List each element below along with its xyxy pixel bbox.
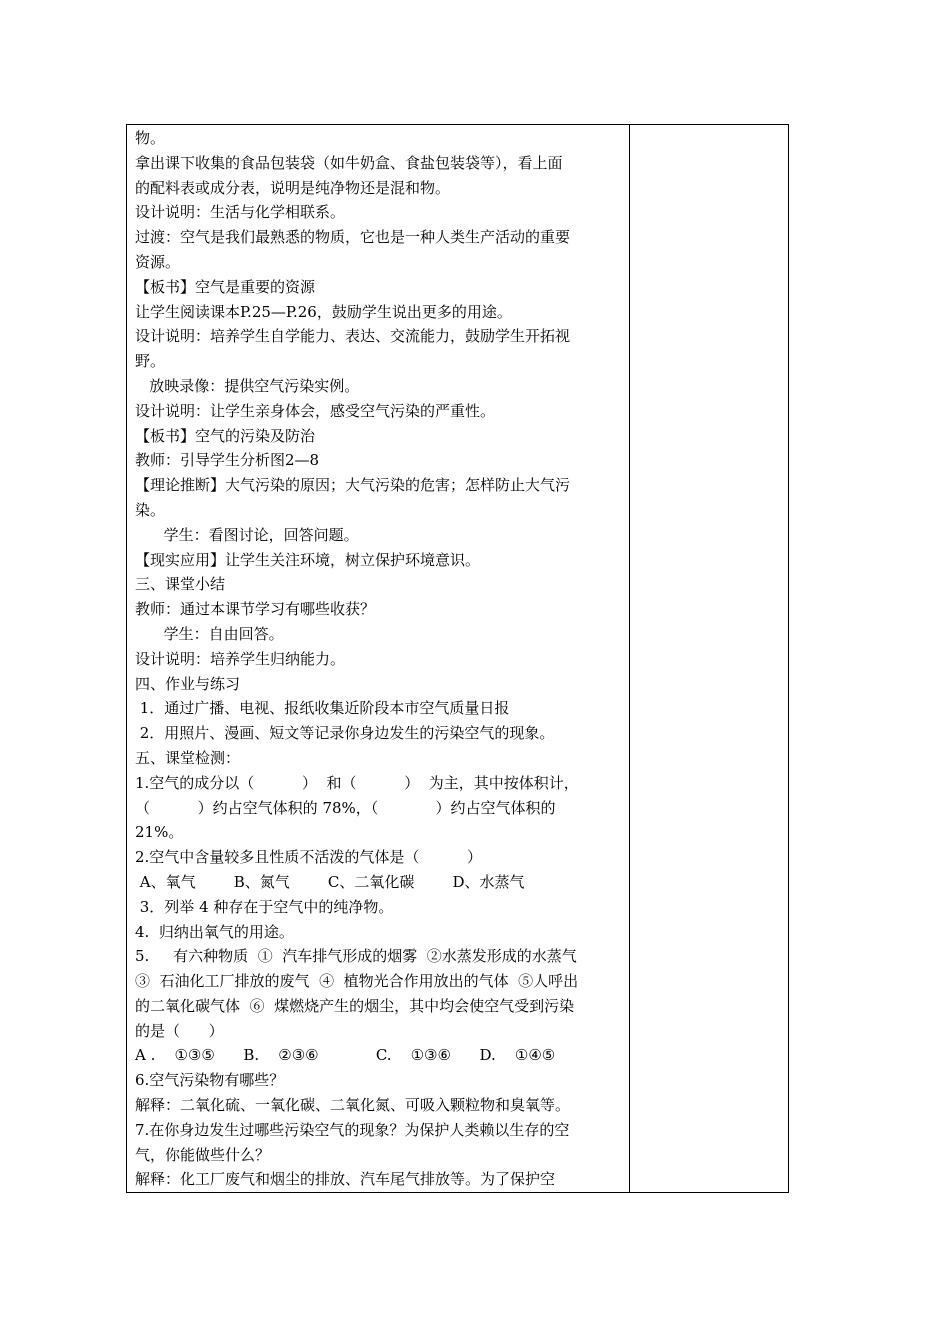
text-line: 教师：通过本课节学习有哪些收获？ bbox=[135, 600, 376, 619]
text-line: 四、作业与练习 bbox=[135, 674, 241, 693]
text-line: 让学生阅读课本P.25—P.26，鼓励学生说出更多的用途。 bbox=[135, 302, 512, 321]
text-line: 染。 bbox=[135, 500, 166, 519]
text-line: 解释：化工厂废气和烟尘的排放、汽车尾气排放等。为了保护空 bbox=[135, 1170, 556, 1189]
text-line: 五、课堂检测： bbox=[135, 748, 241, 767]
text-line: 【板书】空气的污染及防治 bbox=[135, 426, 316, 445]
text-line: 4. 归纳出氧气的用途。 bbox=[135, 922, 294, 941]
text-line: 设计说明：让学生亲身体会，感受空气污染的严重性。 bbox=[135, 401, 496, 420]
text-line: 拿出课下收集的食品包装袋（如牛奶盒、食盐包装袋等），看上面 bbox=[135, 153, 563, 172]
text-line: 【理论推断】大气污染的原因；大气污染的危害；怎样防止大气污 bbox=[135, 476, 571, 495]
text-line: 的是（ ） bbox=[135, 1021, 224, 1040]
text-line: 的二氧化碳气体 ⑥ 煤燃烧产生的烟尘，其中均会使空气受到污染 bbox=[135, 996, 575, 1015]
text-line: 野。 bbox=[135, 352, 166, 371]
text-line: 资源。 bbox=[135, 252, 181, 271]
text-line: 教师：引导学生分析图2—8 bbox=[135, 451, 320, 470]
text-line: ③ 石油化工厂排放的废气 ④ 植物光合作用放出的气体 ⑤人呼出 bbox=[135, 972, 579, 991]
text-line: 过渡：空气是我们最熟悉的物质，它也是一种人类生产活动的重要 bbox=[135, 228, 571, 247]
text-line: 解释：二氧化硫、一氧化碳、二氧化氮、可吸入颗粒物和臭氧等。 bbox=[135, 1096, 571, 1115]
text-line: 三、课堂小结 bbox=[135, 575, 226, 594]
text-line: 7.在你身边发生过哪些污染空气的现象？为保护人类赖以生存的空 bbox=[135, 1120, 570, 1139]
text-line: 2.空气中含量较多且性质不活泼的气体是（ ） bbox=[135, 848, 482, 867]
text-line: 2．用照片、漫画、短文等记录你身边发生的污染空气的现象。 bbox=[135, 724, 555, 743]
lesson-table bbox=[126, 124, 789, 1193]
text-line: 学生：看图讨论，回答问题。 bbox=[135, 525, 359, 544]
text-line: 21%。 bbox=[135, 823, 184, 842]
text-line: 设计说明：培养学生归纳能力。 bbox=[135, 649, 346, 668]
text-line: 设计说明：生活与化学相联系。 bbox=[135, 203, 346, 222]
text-line: 学生：自由回答。 bbox=[135, 624, 284, 643]
text-line: 物。 bbox=[135, 129, 166, 147]
text-line: 的配料表或成分表，说明是纯净物还是混和物。 bbox=[135, 178, 451, 197]
text-line: 设计说明：培养学生自学能力、表达、交流能力，鼓励学生开拓视 bbox=[135, 327, 571, 346]
text-line: 6.空气污染物有哪些？ bbox=[135, 1071, 285, 1090]
column-divider bbox=[629, 125, 630, 1192]
text-line: （ ）约占空气体积的 78%，（ ）约占空气体积的 bbox=[135, 798, 556, 817]
text-line: 气，你能做些什么？ bbox=[135, 1145, 271, 1164]
text-line: 1．通过广播、电视、报纸收集近阶段本市空气质量日报 bbox=[135, 699, 510, 718]
text-line: 3．列举 4 种存在于空气中的纯净物。 bbox=[135, 897, 394, 916]
text-line: 【现实应用】让学生关注环境，树立保护环境意识。 bbox=[135, 550, 481, 569]
lesson-content-cell bbox=[135, 126, 625, 1192]
text-line: A、氧气 B、氮气 C、二氧化碳 D、水蒸气 bbox=[135, 872, 525, 891]
text-line: 1.空气的成分以（ ） 和（ ） 为主，其中按体积计， bbox=[135, 773, 579, 792]
text-line: 放映录像：提供空气污染实例。 bbox=[135, 376, 360, 395]
text-line: 【板书】空气是重要的资源 bbox=[135, 277, 316, 296]
text-line: 5. 有六种物质 ① 汽车排气形成的烟雾 ②水蒸发形成的水蒸气 bbox=[135, 947, 577, 966]
text-line: A . ①③⑤ B. ②③⑥ C. ①③⑥ D. ①④⑤ bbox=[135, 1046, 556, 1065]
